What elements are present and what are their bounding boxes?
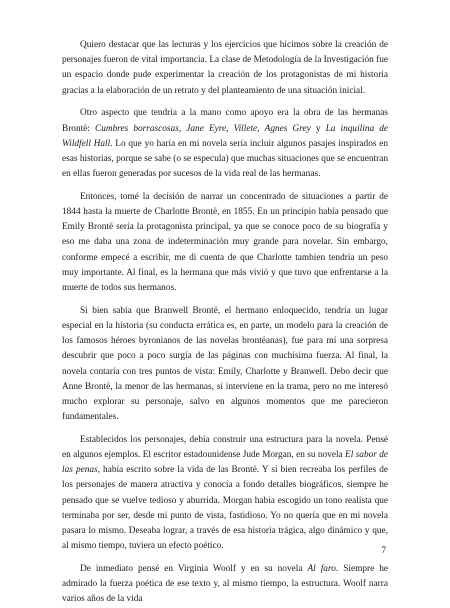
page-number: 7: [381, 546, 386, 556]
text-run: Si bien sabía que Branwell Brontë, el hermano enloquecido, tendría un lugar especial en la historia (su conducta errática es, en parte, un modelo para la creación de los famosos héroes byronianos de las novelas brontëanas), fue para mí una sorpresa descubrir que poco a poco surgía de las páginas con muchísima fuerza. Al final, la novela contaría con tres puntos de vista: Emily, Charlotte y Branwell. Debo decir que Anne Brontë, la menor de las hermanas, sí interviene en la trama, pero no me interesó mucho explorar su personaje, salvo en algunos momentos que me parecieron fundamentales.: [62, 305, 388, 423]
text-run: ,: [178, 123, 187, 134]
text-run: De inmediato pensé en Virginia Woolf y en su novela: [80, 564, 308, 574]
italic-title: El sabor de las penas: [62, 450, 389, 476]
body-text: [62, 38, 388, 608]
text-run: . Lo que yo haría en mi novela sería incluir algunos pasajes inspirados en esas historias, porque se sabe (o se especula) que muchas situaciones que se encuentran en ellas fueron generadas por sucesos de la vida real de las hermanas.: [62, 138, 388, 180]
text-run: Otro aspecto que tendría a la mano como apoyo era la obra de las hermanas Brontë:: [62, 108, 388, 134]
paragraph-3: [62, 190, 388, 296]
italic-title: Cumbres borrascosas: [95, 123, 179, 134]
italic-title: La inquilina de Wildfell Hall: [62, 123, 389, 149]
text-run: ,: [257, 123, 265, 134]
text-run: Quiero destacar que las lecturas y los ejercicios que hicimos sobre la creación de personajes fueron de vital importancia. La clase de Metodología de la Investigación fue un espacio donde pude experimentar la creación de los protagonistas de mi historia gracias a la elaboración de un retrato y del planteamiento de una situación inicial.: [62, 40, 388, 96]
text-run: y: [310, 123, 326, 134]
italic-title: Villete: [233, 123, 258, 134]
text-run: Entonces, tomé la decisión de narrar un concentrado de situaciones a partir de 1844 hasta la muerte de Charlotte Brontë, en 1855. En un principio había pensado que Emily Brontë sería la protagonista principal, ya que se conoce poco de su biografía y eso me daba una zona de indeterminación muy grande para novelar. Sin embargo, conforme empecé a escribir, me di cuenta de que Charlotte tambien tendría un peso muy importante. Al final, es la hermana que más vivió y que tuvo que enfrentarse a la muerte de todos sus hermanos.: [62, 191, 388, 294]
text-run: , había escrito sobre la vida de las Brontë. Y si bien recreaba los perfiles de los personajes de manera atractiva y conocía a fondo detalles biográficos, siempre he pensado que se vuelve tedioso y aburrida. Morgan había escogido un tono realista que terminaba por ser, desde mi punto de vista, fastidioso. Yo no quería que en mi novela pasara lo mismo. Deseaba lograr, a través de esa historia trágica, algo dinámico y que, al mismo tiempo, tuviera un efecto poético.: [62, 465, 388, 552]
italic-title: Agnes Grey: [264, 123, 311, 134]
italic-title: Jane Eyre: [186, 123, 227, 134]
paragraph-2: [62, 106, 388, 182]
italic-title: Al faro: [307, 564, 336, 574]
paragraph-6: [62, 562, 388, 608]
text-run: ,: [226, 123, 234, 134]
text-run: . Siempre he admirado la fuerza poética de ese texto y, al mismo tiempo, la estructura. Woolf narra varios años de la vida: [62, 564, 388, 605]
text-run: Establecidos los personajes, debía construir una estructura para la novela. Pensé en algunos ejemplos. El escritor estadounidense Jude Morgan, en su novela: [62, 434, 388, 461]
paragraph-4: [62, 304, 388, 426]
paragraph-5: [62, 433, 388, 555]
paragraph-1: [62, 38, 388, 99]
